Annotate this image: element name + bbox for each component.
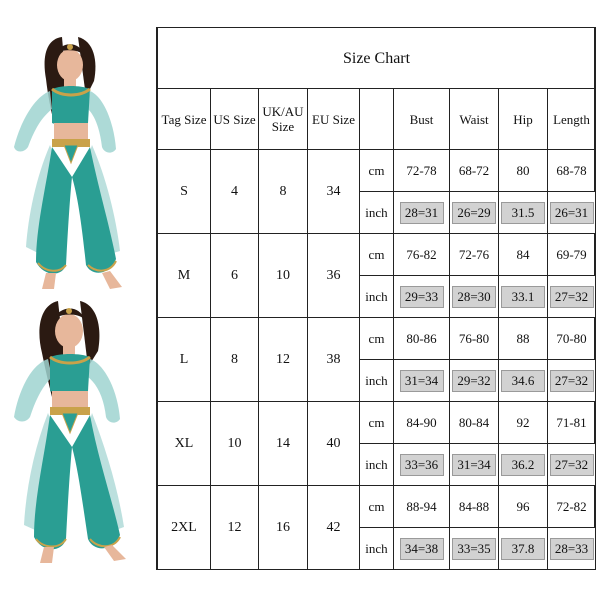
length-cm: 70-80 [548,318,596,360]
table-row [158,318,596,360]
hip-inch: 31.5 [501,202,545,224]
waist-inch: 31=34 [452,454,496,476]
header-tag-size: Tag Size [158,89,211,150]
bust-inch-cell [394,360,450,402]
us-size-cell: 8 [211,318,259,402]
waist-inch-cell [450,276,499,318]
waist-inch: 26=29 [452,202,496,224]
hip-inch: 37.8 [501,538,545,560]
waist-cm: 80-84 [450,402,499,444]
header-row [158,89,596,150]
length-inch-cell [548,276,596,318]
tag-size-cell: 2XL [158,486,211,570]
unit-inch: inch [360,360,394,402]
length-cm: 72-82 [548,486,596,528]
hip-inch-cell [499,276,548,318]
header-waist: Waist [450,89,499,150]
eu-size-cell: 34 [308,150,360,234]
bust-inch-cell [394,192,450,234]
header-eu-size: EU Size [308,89,360,150]
us-size-cell: 4 [211,150,259,234]
header-unit [360,89,394,150]
unit-inch: inch [360,192,394,234]
length-inch-cell [548,528,596,570]
unit-cm: cm [360,234,394,276]
hip-inch: 34.6 [501,370,545,392]
length-cm: 71-81 [548,402,596,444]
length-inch-cell [548,360,596,402]
waist-inch-cell [450,360,499,402]
us-size-cell: 6 [211,234,259,318]
bust-cm: 72-78 [394,150,450,192]
header-bust: Bust [394,89,450,150]
bust-cm: 76-82 [394,234,450,276]
bust-inch: 33=36 [400,454,444,476]
length-inch: 27=32 [550,370,594,392]
table-row [158,486,596,528]
table-row [158,150,596,192]
uk-size-cell: 8 [259,150,308,234]
us-size-cell: 10 [211,402,259,486]
hip-inch-cell [499,444,548,486]
tag-size-cell: XL [158,402,211,486]
waist-inch-cell [450,192,499,234]
hip-cm: 88 [499,318,548,360]
header-us-size: US Size [211,89,259,150]
header-hip: Hip [499,89,548,150]
bust-inch-cell [394,444,450,486]
bust-inch-cell [394,276,450,318]
length-inch: 28=33 [550,538,594,560]
tag-size-cell: L [158,318,211,402]
waist-cm: 76-80 [450,318,499,360]
uk-size-cell: 16 [259,486,308,570]
unit-inch: inch [360,444,394,486]
length-inch: 27=32 [550,454,594,476]
uk-size-cell: 14 [259,402,308,486]
uk-size-cell: 10 [259,234,308,318]
unit-cm: cm [360,318,394,360]
waist-inch: 29=32 [452,370,496,392]
tag-size-cell: S [158,150,211,234]
eu-size-cell: 38 [308,318,360,402]
eu-size-cell: 36 [308,234,360,318]
waist-inch: 28=30 [452,286,496,308]
size-table [157,27,596,570]
bust-cm: 80-86 [394,318,450,360]
waist-inch-cell [450,528,499,570]
table-row [158,234,596,276]
unit-inch: inch [360,276,394,318]
us-size-cell: 12 [211,486,259,570]
tag-size-cell: M [158,234,211,318]
bust-inch: 31=34 [400,370,444,392]
hip-inch: 33.1 [501,286,545,308]
bust-inch: 29=33 [400,286,444,308]
hip-cm: 80 [499,150,548,192]
bust-cm: 88-94 [394,486,450,528]
uk-size-cell: 12 [259,318,308,402]
length-inch: 27=32 [550,286,594,308]
hip-cm: 92 [499,402,548,444]
unit-cm: cm [360,150,394,192]
hip-inch-cell [499,360,548,402]
header-uk-au-size: UK/AU Size [259,89,308,150]
header-length: Length [548,89,596,150]
hip-cm: 96 [499,486,548,528]
model-photo-top [6,27,157,298]
unit-inch: inch [360,528,394,570]
size-chart-title: Size Chart [158,28,596,89]
eu-size-cell: 40 [308,402,360,486]
waist-cm: 84-88 [450,486,499,528]
unit-cm: cm [360,486,394,528]
hip-inch: 36.2 [501,454,545,476]
product-photo-column [6,27,157,570]
length-cm: 68-78 [548,150,596,192]
bust-cm: 84-90 [394,402,450,444]
size-chart [157,27,595,570]
length-inch-cell [548,192,596,234]
length-inch-cell [548,444,596,486]
bust-inch: 34=38 [400,538,444,560]
unit-cm: cm [360,402,394,444]
bust-inch-cell [394,528,450,570]
waist-inch: 33=35 [452,538,496,560]
model-photo-bottom [6,289,157,560]
bust-inch: 28=31 [400,202,444,224]
eu-size-cell: 42 [308,486,360,570]
hip-cm: 84 [499,234,548,276]
hip-inch-cell [499,528,548,570]
table-row [158,402,596,444]
length-cm: 69-79 [548,234,596,276]
waist-cm: 72-76 [450,234,499,276]
hip-inch-cell [499,192,548,234]
length-inch: 26=31 [550,202,594,224]
waist-inch-cell [450,444,499,486]
waist-cm: 68-72 [450,150,499,192]
